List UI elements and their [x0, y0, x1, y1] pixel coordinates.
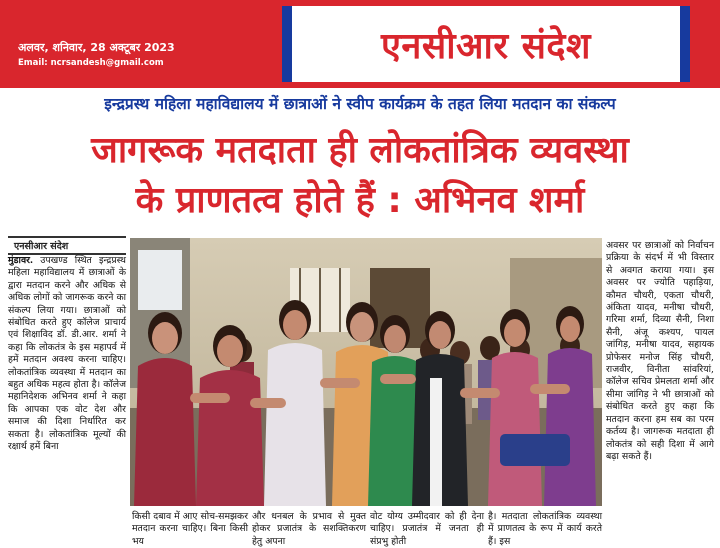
masthead-banner	[0, 0, 720, 88]
dateline: मुंडावर.	[8, 255, 34, 266]
article-column-1	[8, 255, 126, 454]
contact-email[interactable]: Email: ncrsandesh@gmail.com	[18, 58, 164, 68]
article-photo	[130, 238, 602, 506]
article-kicker: इन्द्रप्रस्थ महिला महाविद्यालय में छात्राओं ने स्वीप कार्यक्रम के तहत लिया मतदान का संकल्प	[104, 95, 616, 113]
logo-text: एनसीआर संदेश	[380, 25, 592, 67]
article-headline	[0, 126, 720, 226]
article-byline: एनसीआर संदेश	[8, 236, 126, 255]
article-column-2: किसी दबाव में आए सोच-समझकर मतदान करना चाहिए। बिना किसी भय	[132, 511, 248, 547]
headline-line-1: जागरूक मतदाता ही लोकतांत्रिक व्यवस्था	[91, 130, 629, 171]
edition-date: अलवर, शनिवार, 28 अक्टूबर 2023	[18, 41, 175, 54]
article-column-3: और धनबल के प्रभाव से मुक्त होकर प्रजातंत्र के सशक्तिकरण हेतु अपना	[252, 511, 366, 547]
headline-line-2: के प्राणतत्व होते हैं : अभिनव शर्मा	[135, 180, 585, 221]
students-pledge-photo	[130, 238, 602, 506]
article-column-5: है। मतदाता लोकतांत्रिक व्यवस्था में प्राणतत्व के रूप में कार्य करते हैं। इस	[488, 511, 602, 547]
newspaper-logo	[282, 6, 690, 82]
column-1-text: उपखण्ड स्थित इन्द्रप्रस्थ महिला महाविद्यालय में छात्राओं के द्वारा मतदान करने और अधिक से अधिक लोगों को जागरूक करने का संकल्प लिया गया। छात्राओं को संबोधित करते हुए कॉलेज प्राचार्य एवं शिक्षाविद डॉ. डी.आर. शर्मा ने कहा कि लोकतंत्र के इस महापर्व में हमें मतदान अवश्य करना चाहिए। लोकतांत्रिक व्यवस्था में मतदान का बहुत अधिक महत्व होता है। कॉलेज महानिदेशक अभिनव शर्मा ने कहा कि आपका एक वोट देश और समाज की दिशा निर्धारित कर सकता है। लोकतांत्रिक मूल्यों की रक्षार्थ हमें बिना	[8, 255, 126, 453]
article-column-4: वोट योग्य उम्मीदवार को ही देना चाहिए। प्रजातंत्र में जनता ही संप्रभु होती	[370, 511, 484, 547]
article-column-right: अवसर पर छात्राओं को निर्वाचन प्रक्रिया के संदर्भ में भी विस्तार से अवगत कराया गया। इस अवसर पर ज्योति पहाड़िया, कौमत चौधरी, एकता चौधरी, अंकिता यादव, मनीषा चौधरी, गरिमा शर्मा, दिव्या सैनी, निशा सैनी, अंजू कश्यप, पायल जांगिड़, मनीषा यादव, सहायक प्रोफेसर मनोज सिंह चौधरी, राजवीर, विनीता सांवरियां, कॉलेज सचिव प्रेमलता शर्मा और सीमा जांगिड़ ने भी छात्राओं को संबोधित करते हुए कहा कि मतदान करना हम सब का परम कर्तव्य है। जागरूक मतदाता ही लोकतंत्र को सही दिशा में आगे बढ़ा सकते हैं।	[606, 240, 714, 462]
